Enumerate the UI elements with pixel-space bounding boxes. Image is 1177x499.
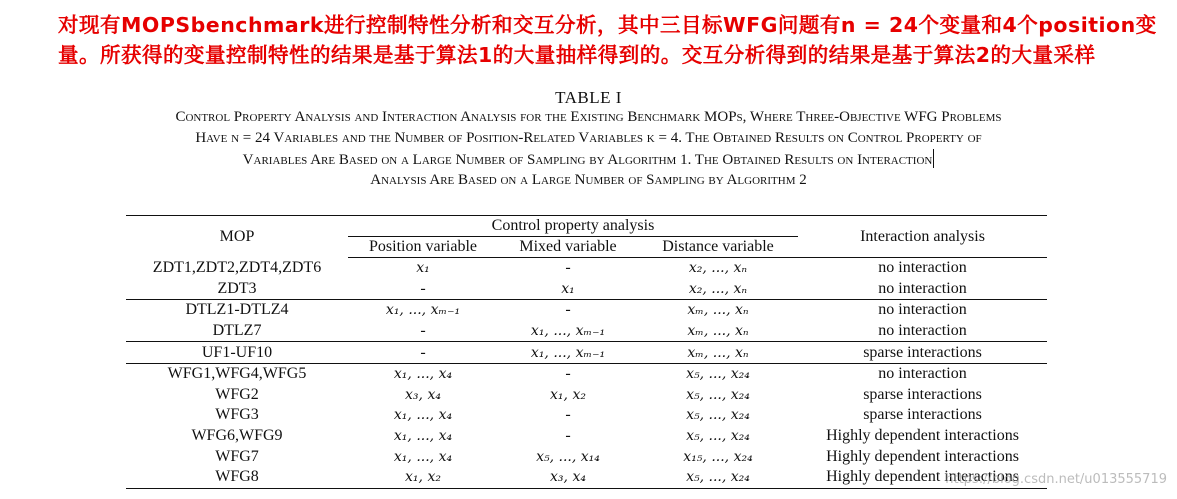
table-row: [126, 321, 1047, 342]
cell-mixed: -: [565, 406, 571, 424]
cell-mop: UF1-UF10: [126, 342, 348, 364]
header-position: Position variable: [348, 237, 498, 258]
cell-mixed: -: [565, 259, 571, 277]
cell-position: -: [348, 342, 498, 364]
cell-interaction: sparse interactions: [863, 385, 982, 403]
cell-distance: x₅, ..., x₂₄: [638, 363, 798, 384]
cell-distance: x₅, ..., x₂₄: [686, 428, 750, 445]
annotation-note: 对现有MOPSbenchmark进行控制特性分析和交互分析，其中三目标WFG问题有n = 24个变量和4个position变量。所获得的变量控制特性的结果是基于算法1的大量抽样得到的。交互分析得到的结果是基于算法2的大量采样: [58, 13, 1157, 67]
caption-line: Variables Are Based on a Large Number of Sampling by Algorithm 1. The Obtained Results on Interaction: [0, 149, 1177, 171]
cell-mop: WFG8: [215, 468, 259, 486]
cell-distance: x₅, ..., x₂₄: [686, 469, 750, 486]
cell-position: x₁, ..., x₄: [393, 428, 453, 445]
cell-mop: WFG6,WFG9: [191, 427, 283, 445]
cell-mixed: x₁, ..., xₘ₋₁: [530, 323, 606, 340]
table-row: [126, 426, 1047, 447]
cell-position: x₁, ..., x₄: [393, 407, 453, 424]
cell-interaction: sparse interactions: [798, 342, 1047, 364]
table-row: [126, 279, 1047, 300]
cell-position: -: [420, 279, 426, 297]
cell-interaction: no interaction: [798, 300, 1047, 321]
cell-distance: x₂, ..., xₙ: [688, 280, 748, 297]
cell-distance: x₂, ..., xₙ: [688, 260, 748, 277]
table-row: [126, 385, 1047, 406]
cell-position: x₁, ..., x₄: [393, 448, 453, 465]
cell-mop: ZDT1,ZDT2,ZDT4,ZDT6: [152, 259, 322, 277]
cell-mop: WFG1,WFG4,WFG5: [126, 363, 348, 384]
table-row: [126, 342, 1047, 364]
cell-position: x₁: [416, 260, 430, 277]
cell-mixed: -: [498, 300, 638, 321]
table-label: TABLE I: [555, 88, 622, 107]
cell-mixed: x₁: [561, 280, 575, 297]
cell-mop: WFG2: [215, 385, 259, 403]
table-caption: [0, 107, 1177, 191]
cell-distance: x₅, ..., x₂₄: [686, 407, 750, 424]
cell-interaction: sparse interactions: [863, 406, 982, 424]
cell-distance: x₁₅, ..., x₂₄: [683, 448, 753, 465]
caption-line: Have n = 24 Variables and the Number of Position-Related Variables k = 4. The Obtained Results on Control Property of: [195, 129, 982, 146]
cell-distance: xₘ, ..., xₙ: [687, 323, 749, 340]
table-row: [126, 300, 1047, 321]
results-table: [126, 215, 1047, 489]
cell-distance: xₘ, ..., xₙ: [638, 342, 798, 364]
table-body: [126, 258, 1047, 489]
cell-interaction: Highly dependent interactions: [826, 447, 1019, 465]
cell-position: x₁, ..., x₄: [348, 363, 498, 384]
table-row: [126, 467, 1047, 488]
cell-mop: DTLZ1-DTLZ4: [126, 300, 348, 321]
cell-distance: xₘ, ..., xₙ: [638, 300, 798, 321]
cell-interaction: Highly dependent interactions: [826, 468, 1019, 486]
table-row: [126, 446, 1047, 467]
table-row: [126, 363, 1047, 384]
cell-mixed: x₅, ..., x₁₄: [536, 448, 600, 465]
cell-position: x₁, x₂: [405, 469, 441, 486]
cell-mop: WFG7: [215, 447, 259, 465]
cell-interaction: no interaction: [878, 279, 967, 297]
cell-position: x₁, ..., xₘ₋₁: [348, 300, 498, 321]
cell-mixed: x₁, ..., xₘ₋₁: [498, 342, 638, 364]
cell-mop: DTLZ7: [212, 322, 262, 340]
cell-position: x₃, x₄: [405, 386, 441, 403]
header-mixed: Mixed variable: [498, 237, 638, 258]
table-row: [126, 405, 1047, 426]
cell-mop: ZDT3: [217, 279, 257, 297]
header-mop: MOP: [219, 227, 255, 245]
header-control-property: Control property analysis: [348, 216, 798, 237]
cell-interaction: no interaction: [878, 322, 967, 340]
cell-mop: WFG3: [215, 406, 259, 424]
caption-line: Analysis Are Based on a Large Number of Sampling by Algorithm 2: [370, 172, 807, 189]
cell-interaction: no interaction: [878, 259, 967, 277]
header-distance: Distance variable: [638, 237, 798, 258]
cell-interaction: Highly dependent interactions: [826, 427, 1019, 445]
cell-mixed: -: [565, 427, 571, 445]
header-interaction: Interaction analysis: [798, 216, 1047, 258]
caption-line: Control Property Analysis and Interaction Analysis for the Existing Benchmark MOPs, Where Three-Objective WFG Problems: [175, 109, 1002, 125]
table-row: [126, 258, 1047, 279]
cell-mixed: x₃, x₄: [550, 469, 586, 486]
text-cursor: [933, 149, 934, 168]
cell-distance: x₅, ..., x₂₄: [686, 386, 750, 403]
cell-mixed: x₁, x₂: [550, 386, 586, 403]
cell-interaction: no interaction: [798, 363, 1047, 384]
watermark: https://blog.csdn.net/u013555719: [945, 472, 1167, 487]
cell-position: -: [420, 322, 426, 340]
cell-mixed: -: [498, 363, 638, 384]
